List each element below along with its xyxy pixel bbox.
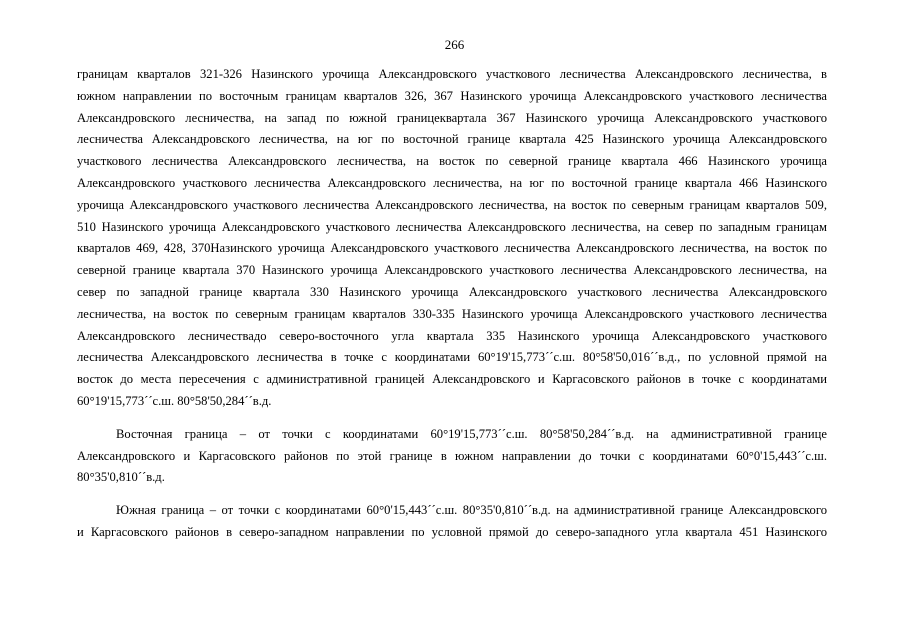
text-line: северной границе квартала 370 Назинского урочища Александровского участкового лесничества Александровского лесничества, на <box>77 263 827 278</box>
text-line: Александровского лесничествадо северо-восточного угла квартала 335 Назинского урочища Александровского участкового <box>77 328 827 343</box>
text-line: Южная граница – от точки с координатами 60°0'15,443´´с.ш. 80°35'0,810´´в.д. на административной границе Александровского <box>116 503 827 518</box>
paragraph-continuation <box>77 64 827 413</box>
paragraph-eastern-boundary <box>77 424 827 489</box>
document-body <box>77 64 827 555</box>
text-line: Александровского лесничества, на запад по южной границеквартала 367 Назинского урочища Александровского участкового <box>77 110 827 125</box>
text-line: восток до места пересечения с административной границей Александровского и Каргасовского районов в точке с координатами <box>77 372 827 387</box>
text-line: 510 Назинского урочища Александровского участкового лесничества Александровского лесничества, на север по западным границам <box>77 219 827 234</box>
text-line: 80°35'0,810´´в.д. <box>77 470 165 485</box>
text-line: кварталов 469, 428, 370Назинского урочища Александровского участкового лесничества Александровского лесничества, на восток по <box>77 241 827 256</box>
text-line: урочища Александровского участкового лесничества Александровского лесничества, на восток по северным границам кварталов 509, <box>77 197 827 212</box>
text-line: лесничества Александровского лесничества в точке с координатами 60°19'15,773´´с.ш. 80°58'50,016´´в.д., по условной прямой на <box>77 350 827 365</box>
text-line: Восточная граница – от точки с координатами 60°19'15,773´´с.ш. 80°58'50,284´´в.д. на административной границе <box>116 426 827 441</box>
text-line: лесничества, на восток по северным границам кварталов 330-335 Назинского урочища Александровского участкового лесничества <box>77 306 827 321</box>
text-line: границам кварталов 321-326 Назинского урочища Александровского участкового лесничества Александровского лесничества, в <box>77 67 827 81</box>
text-line: 60°19'15,773´´с.ш. 80°58'50,284´´в.д. <box>77 393 272 408</box>
text-line: Александровского и Каргасовского районов по этой границе в южном направлении до точки с координатами 60°0'15,443´´с.ш. <box>77 448 827 463</box>
text-line: южном направлении по восточным границам кварталов 326, 367 Назинского урочища Александровского участкового лесничества <box>77 88 827 103</box>
paragraph-southern-boundary <box>77 500 827 544</box>
text-line: Александровского участкового лесничества Александровского лесничества, на юг по восточной границе квартала 466 Назинского <box>77 175 827 190</box>
text-line: лесничества Александровского лесничества, на юг по восточной границе квартала 425 Назинского урочища Александровского <box>77 132 827 147</box>
text-line: участкового лесничества Александровского лесничества, на восток по северной границе квартала 466 Назинского урочища <box>77 154 827 169</box>
text-line: север по западной границе квартала 330 Назинского урочища Александровского участкового лесничества Александровского <box>77 284 827 299</box>
text-line: и Каргасовского районов в северо-западном направлении по условной прямой до северо-западного угла квартала 451 Назинского <box>77 524 827 539</box>
page-number: 266 <box>444 37 465 52</box>
